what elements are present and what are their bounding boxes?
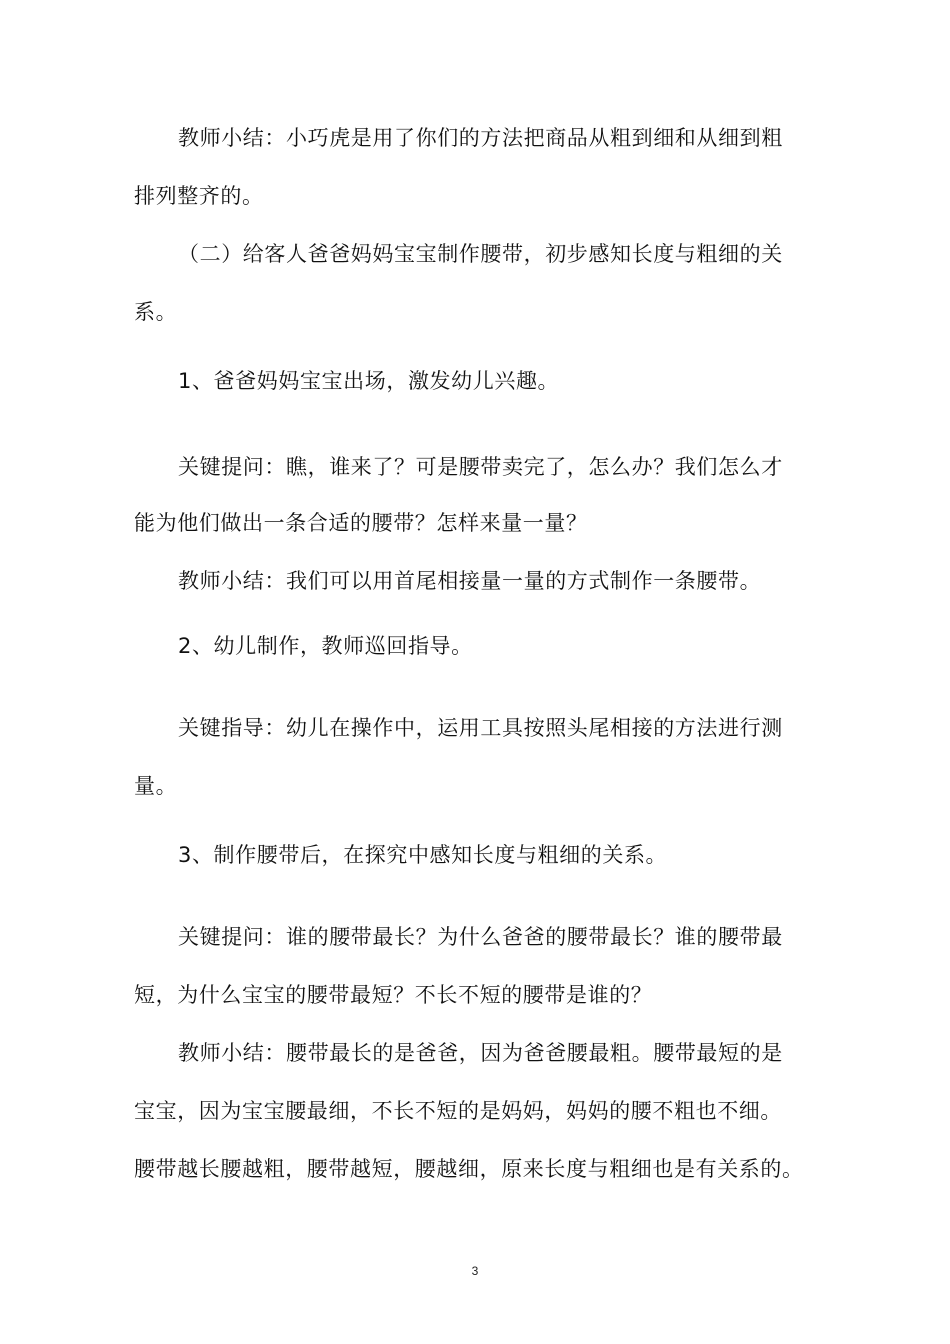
paragraph-line: 关键指导：幼儿在操作中，运用工具按照头尾相接的方法进行测: [178, 716, 783, 740]
paragraph-line: 关键提问：瞧，谁来了？可是腰带卖完了，怎么办？我们怎么才: [178, 455, 783, 479]
paragraph-line: 排列整齐的。: [134, 184, 264, 208]
paragraph-line: 教师小结：小巧虎是用了你们的方法把商品从粗到细和从细到粗: [178, 126, 783, 150]
paragraph-line: 宝宝，因为宝宝腰最细，不长不短的是妈妈，妈妈的腰不粗也不细。: [134, 1099, 782, 1123]
paragraph-line: 关键提问：谁的腰带最长？为什么爸爸的腰带最长？谁的腰带最: [178, 925, 783, 949]
paragraph-line: （二）给客人爸爸妈妈宝宝制作腰带，初步感知长度与粗细的关: [178, 242, 783, 266]
paragraph-line: 能为他们做出一条合适的腰带？怎样来量一量？: [134, 511, 588, 535]
paragraph-line: 2、幼儿制作，教师巡回指导。: [178, 634, 473, 658]
paragraph-line: 短，为什么宝宝的腰带最短？不长不短的腰带是谁的？: [134, 983, 653, 1007]
paragraph-line: 3、制作腰带后，在探究中感知长度与粗细的关系。: [178, 843, 668, 867]
paragraph-line: 量。: [134, 774, 178, 798]
paragraph-line: 教师小结：我们可以用首尾相接量一量的方式制作一条腰带。: [178, 569, 762, 593]
paragraph-line: 系。: [134, 300, 178, 324]
paragraph-line: 腰带越长腰越粗，腰带越短，腰越细，原来长度与粗细也是有关系的。: [134, 1157, 804, 1181]
paragraph-line: 教师小结：腰带最长的是爸爸，因为爸爸腰最粗。腰带最短的是: [178, 1041, 783, 1065]
paragraph-line: 1、爸爸妈妈宝宝出场，激发幼儿兴趣。: [178, 369, 560, 393]
page-number: 3: [471, 1264, 479, 1278]
